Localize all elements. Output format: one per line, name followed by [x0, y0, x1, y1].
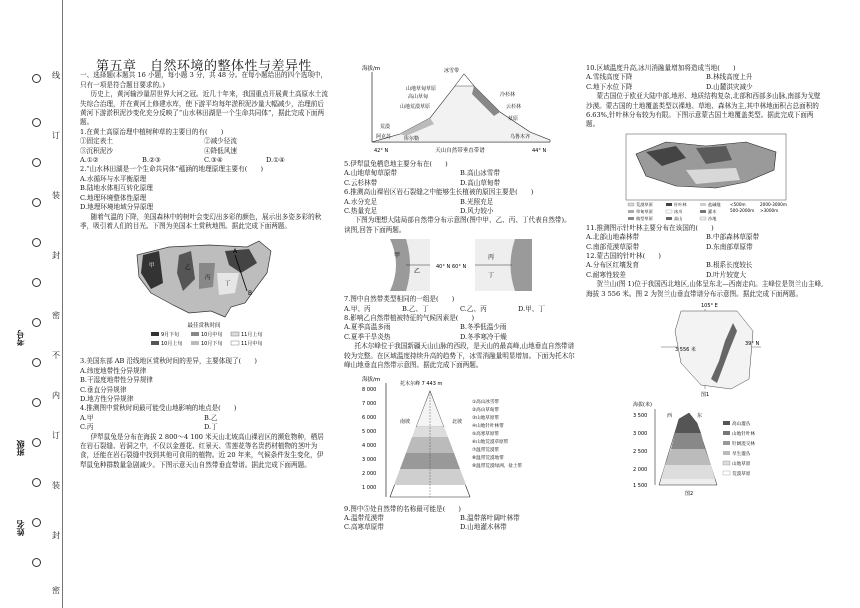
- side-label: 北坡: [452, 418, 463, 425]
- option: C.云杉林带: [344, 178, 378, 187]
- option: C.南部荒漠草原带: [586, 242, 640, 251]
- legend-swatch: [723, 431, 730, 435]
- option: B.乙: [204, 413, 218, 422]
- tick-label: 6 000: [362, 414, 377, 421]
- profile-label: 草原: [508, 116, 519, 122]
- legend-label: 荒漠草原: [636, 201, 653, 207]
- binding-circle: [32, 158, 41, 167]
- legend-label: <500m: [730, 201, 746, 207]
- legend-swatch: [231, 332, 239, 336]
- lat-label: 44° N: [532, 148, 547, 154]
- tomur-figure: [360, 373, 560, 503]
- profile-label: 冰雪带: [444, 68, 460, 74]
- option-group: [344, 514, 576, 533]
- zone-label: 乙: [414, 268, 421, 276]
- map-point-label: 乙: [185, 265, 191, 272]
- option: C.地下水位下降: [586, 82, 633, 91]
- legend-label: ⑦温带荒漠带: [472, 447, 500, 453]
- tick-label: 5 000: [362, 428, 377, 435]
- lon-label: 105° E: [701, 303, 718, 310]
- axis-label: 海拔(米): [633, 402, 652, 409]
- zone-label: 丙: [488, 254, 495, 262]
- option: D.甲、丁: [518, 304, 545, 313]
- passage: 托木尔峰位于我国新疆天山山脉的西段，是天山的最高峰,山地垂直自然带谱较为完整。在区域温度持续升高的趋势下，冰雪消融量明显增加。下面为托木尔峰山地垂直自然带示意图。据此完成下面两题。: [344, 342, 575, 370]
- legend-swatch: [666, 210, 672, 213]
- question-stem: 2.“山水林田湖是一个生命共同体”蕴涵的地理原理主要有( ): [80, 165, 264, 174]
- tianshan-profile-figure: [360, 62, 560, 158]
- peak-label: 3 556 米: [675, 347, 696, 354]
- option: A.甲、丙: [344, 304, 371, 313]
- binding-circle: [32, 438, 41, 447]
- tick-label: 4 000: [362, 442, 377, 449]
- option: C.夏季干旱炎热: [344, 332, 391, 341]
- binding-circle: [32, 198, 41, 207]
- profile-label: 荒漠: [380, 124, 391, 130]
- option: B.高山冰雪带: [460, 169, 500, 178]
- question-stem: 6.推测高山裸岩区岩石裂缝之中能够生长植被的原因主要是( ): [344, 188, 534, 197]
- option-group: [586, 261, 826, 280]
- binding-circle: [32, 278, 41, 287]
- binding-circle: [32, 398, 41, 407]
- map-point-label: 丁: [225, 281, 231, 288]
- land-east-inner: [511, 239, 533, 291]
- binding-circle: [32, 478, 41, 487]
- option: A.水分充足: [344, 197, 378, 206]
- profile-label: 高山草甸: [408, 94, 429, 100]
- option: C.垂直分异规律: [80, 385, 127, 394]
- page-title: 第五章 自然环境的整体性与差异性: [95, 59, 312, 74]
- gutter-char: 订: [52, 431, 60, 440]
- option: C.耐寒性较差: [586, 270, 626, 279]
- left-column: [80, 59, 328, 470]
- tick-label: 3 500: [633, 413, 648, 420]
- band: [661, 465, 715, 479]
- gutter-char: 装: [52, 481, 60, 490]
- legend-label: 9月下旬: [161, 332, 180, 339]
- answer-option: B.②③: [142, 156, 161, 165]
- zone-label: 甲: [394, 252, 401, 260]
- option-group: [344, 198, 576, 217]
- legend-swatch: [628, 203, 634, 206]
- option: C.乙、丙: [460, 304, 487, 313]
- tick-label: 1 500: [633, 483, 648, 490]
- legend-label: 沙地: [708, 215, 717, 221]
- legend-swatch: [628, 210, 634, 213]
- legend-label: 500-2000m: [730, 207, 755, 213]
- profile-label: 冷杉林: [500, 92, 516, 98]
- legend-label: ①高山冰雪带: [472, 399, 500, 405]
- option: B.干湿度地带性分异规律: [80, 376, 153, 385]
- map-point-label: A: [233, 248, 238, 256]
- option-group: [80, 414, 328, 433]
- lat-label: 42° N: [374, 148, 389, 154]
- legend-label: 荒漠草原: [732, 472, 751, 478]
- legend-label: ③山地草原带: [472, 415, 500, 421]
- option: B.光照充足: [460, 197, 494, 206]
- legend-label: 11月中旬: [241, 341, 263, 348]
- mongolia-legend: [628, 201, 787, 222]
- legend-label: 山地针叶林: [732, 432, 755, 438]
- question-stem: 9.图中⑤处自然带的名称最可能是( ): [344, 504, 461, 513]
- legend-swatch: [723, 471, 730, 475]
- passage: 历史上，黄河输沙量居世界大河之冠。近几十年来，我国重点开展黄土高原水土流失综合治理，并在黄河上修建水库，使下游平均每年淤积泥沙量大幅减少，治理前后黄河下游淤积泥沙变化充分反映了“山水林田湖是一个生命共同体”，据此完成下面两题。: [80, 90, 328, 127]
- legend-label: 山地草原: [732, 462, 751, 468]
- gutter-char: 装: [52, 191, 60, 200]
- question-stem: 4.推测图中赏秋时间最可能受山地影响的地点是( ): [80, 404, 237, 413]
- option: ③沉积泥沙: [80, 146, 113, 155]
- option: C.地理环境整体性原理: [80, 193, 147, 202]
- option: B.陆地水体相互转化原理: [80, 184, 153, 193]
- side-label: 西: [667, 413, 673, 420]
- question-stem: 10.区域温度升高,冰川消融量增加将造成当地( ): [586, 64, 736, 72]
- legend-swatch: [723, 461, 730, 465]
- figure-caption: 天山自然带垂直带谱: [435, 148, 485, 154]
- option-group: [586, 233, 826, 252]
- lat-label: 40° N: [436, 264, 451, 271]
- map-point-label: B: [248, 290, 253, 298]
- legend-label: 典型草原: [636, 215, 653, 221]
- legend-label: 针阔混交林: [732, 442, 755, 448]
- legend-label: 高山: [674, 215, 683, 221]
- tick-label: 2 000: [633, 467, 648, 474]
- tomur-legend: [472, 398, 522, 469]
- gutter-char: 封: [52, 531, 60, 540]
- gutter-char: 内: [52, 391, 60, 400]
- option: A.山地草甸草原带: [344, 169, 398, 178]
- legend-label: 10月上旬: [161, 341, 183, 348]
- gutter-char: 线: [52, 71, 60, 80]
- legend-label: 高山灌丛: [732, 422, 751, 428]
- map-point-label: 甲: [149, 263, 155, 270]
- answer-option: D.①④: [266, 156, 285, 165]
- legend-label: 10月中旬: [201, 332, 223, 339]
- gutter-char: 密: [52, 586, 60, 595]
- option: A.温带荒漠带: [344, 513, 384, 522]
- binding-gutter: [0, 0, 63, 608]
- passage: 蒙古国位于欧亚大陆中部,地形、地质结构复杂,北部和西部多山脉,南部为戈壁沙漠。蒙古国的土地覆盖类型以裸地、草地、森林为主,其中林地面积占总面积的 6.63%,针叶林分布较为有限。下图示意蒙古国土地覆盖类型。据此完成下面两题。: [586, 92, 821, 129]
- answer-option: C.③④: [204, 156, 223, 165]
- passage: 下图为理想大陆局部自然带分布示意图(图中甲、乙、丙、丁代表自然带)。读图,回答下面两题。: [344, 216, 571, 234]
- passage: 随着气温的下降，美国森林中的树叶会变幻出多彩的颜色，展示出多姿多彩的秋季，吸引着人们的目光。下图为美国本土赏秋地图。据此完成下面两题。: [80, 212, 322, 230]
- legend-label: ⑧温带荒漠地带: [472, 455, 504, 461]
- right-column: [586, 64, 826, 501]
- tick-label: 3 000: [633, 431, 648, 438]
- legend-swatch: [700, 203, 706, 206]
- legend-swatch: [191, 332, 199, 336]
- option: ①固定表土: [80, 137, 113, 146]
- zone-label: 丁: [488, 272, 495, 280]
- legend-label: 针叶林: [674, 201, 687, 207]
- legend-swatch: [723, 441, 730, 445]
- binding-circle: [32, 74, 41, 83]
- gutter-char: 订: [52, 131, 60, 140]
- option: A.雪线高度下降: [586, 73, 633, 82]
- snow-cap: [455, 74, 474, 86]
- helan-fig1: [641, 301, 771, 397]
- option: B.根系长度较长: [706, 261, 753, 270]
- binding-circle: [32, 558, 41, 567]
- option: D.山地灌木林带: [460, 523, 507, 532]
- gutter-char: 密: [52, 311, 60, 320]
- peak-label: 托木尔峰 7 443 m: [400, 380, 443, 387]
- gutter-char: 封: [52, 251, 60, 260]
- tick-label: 2 000: [362, 470, 377, 477]
- profile-label: 乌鲁木齐: [510, 134, 531, 140]
- option: C.丙: [80, 423, 94, 432]
- field-kaohao: 考号: [15, 330, 25, 346]
- legend-label: 11月上旬: [241, 332, 263, 339]
- usa-autumn-map: [129, 233, 279, 355]
- option: D.叶片较宽大: [706, 270, 747, 279]
- legend-label: 冰川: [674, 208, 683, 214]
- option: D.冬季寒冷干燥: [460, 332, 507, 341]
- binding-circle: [32, 118, 41, 127]
- tick-label: 3 000: [362, 456, 377, 463]
- passage: 贺兰山(图 1)位于我国西北地区,山体呈东北—西南走向。主峰位是贺兰山主峰,海拔 3 556 米。图 2 为贺兰山垂直带谱分布示意图。据此完成下面两题。: [586, 280, 824, 298]
- option: C.高寒草原带: [344, 523, 384, 532]
- legend-label: ④山地针叶林带: [472, 423, 504, 429]
- legend-label: ⑥山地荒漠草原带: [472, 439, 509, 445]
- option: A.水循环与水平衡原理: [80, 174, 147, 183]
- legend-label: 2000-3000m: [760, 201, 787, 207]
- option: D.山麓洪灾减少: [706, 82, 753, 91]
- field-banji: 班级: [15, 440, 25, 456]
- tick-label: 2 500: [633, 449, 648, 456]
- option: B.中部森林草原带: [706, 233, 760, 242]
- mongolia-map: [616, 132, 796, 222]
- profile-label: 库尔勒: [404, 136, 420, 142]
- tick-label: 7 000: [362, 400, 377, 407]
- figure-caption: 图1: [701, 392, 710, 398]
- legend-swatch: [723, 451, 730, 455]
- gutter-char: 不: [52, 351, 60, 360]
- legend-swatch: [628, 217, 634, 220]
- legend-label: ⑤高寒草原带: [472, 431, 500, 437]
- profile-label: 云杉林: [506, 104, 522, 110]
- option: A.纬度地带性分异规律: [80, 366, 147, 375]
- band: [665, 449, 711, 465]
- tick-label: 1 000: [362, 484, 377, 491]
- legend-label: >3000m: [760, 207, 779, 213]
- option: A.分布区红壤发育: [586, 261, 640, 270]
- profile-label: 山地草甸草原: [406, 86, 437, 92]
- middle-column: [344, 60, 576, 533]
- legend-swatch: [191, 341, 199, 345]
- y-ticks: [362, 387, 376, 491]
- option: D.地方性分异规律: [80, 394, 134, 403]
- option: D.丁: [204, 423, 218, 432]
- option: A.北部山地森林带: [586, 233, 640, 242]
- option: B.冬季低温少雨: [460, 323, 507, 332]
- profile-label: 山地荒漠草原: [400, 104, 431, 110]
- legend-label: 盐碱地: [708, 201, 721, 207]
- ideal-continent-figure: [380, 237, 540, 293]
- question-stem: 3.美国东部 AB 沿线地区赏秋时间的差异，主要体现了( ): [80, 357, 257, 366]
- section-intro: 一、选择题(本题共 16 小题，每小题 3 分，共 48 分。在每小题给出的四个选项中，只有一项是符合题目要求的。): [80, 71, 328, 89]
- question-stem: 8.影响乙自然带植被特征的气候因素是( ): [344, 314, 475, 323]
- profile-label: 阿克苏: [376, 134, 392, 140]
- answer-option: A.①②: [80, 156, 99, 165]
- option: B.乙、丁: [402, 304, 429, 313]
- lat-label: 39° N: [745, 341, 760, 348]
- binding-circle: [32, 238, 41, 247]
- question-stem: 11.推测图示针叶林主要分布在该国的( ): [586, 223, 714, 232]
- map-point-label: 丙: [205, 275, 211, 282]
- side-label: 南坡: [400, 418, 411, 425]
- legend-label: ⑨温带荒漠绿洲、盐土带: [472, 463, 523, 469]
- tick-label: 8 000: [362, 386, 377, 393]
- legend-swatch: [151, 341, 159, 345]
- legend-swatch: [700, 217, 706, 220]
- helan-legend: [723, 420, 755, 477]
- helan-fig2: [631, 399, 781, 499]
- binding-circle: [32, 358, 41, 367]
- option: B.林线高度上升: [706, 73, 753, 82]
- question-stem: 5.伊犁鼠兔栖息地主要分布在( ): [344, 160, 448, 168]
- option: A.夏季高温多雨: [344, 323, 391, 332]
- question-stem: 7.图中自然带类型相同的一组是( ): [344, 295, 455, 304]
- band: [671, 433, 705, 449]
- legend-label: 灌木: [708, 208, 717, 214]
- question-stem: 1.在黄土高原治理中植树种草的主要目的有( ): [80, 127, 224, 136]
- passage: 伊犁鼠兔是分布在海拔 2 800～4 100 米天山北坡高山裸岩区的濒危物种，栖居在岩石裂缝、岩洞之中，不仅以金莲花、红景天、雪莲花等名贵药材植物的茎叶为食，还能在岩石裂缝中找到其他可食用的植物。近 20 年来，气候条件发生变化，伊犁鼠兔种群数量急剧减少。下图示意天山自然带垂直带谱。据此完成下面两题。: [80, 432, 324, 469]
- question-stem: 12.蒙古国的针叶林( ): [586, 252, 661, 261]
- field-xingming: 姓名: [15, 520, 25, 536]
- axis-label: 海拔/m: [362, 66, 381, 72]
- map-legend-title: 最佳赏秋时间: [187, 323, 221, 330]
- legend-label: 10月下旬: [201, 341, 223, 348]
- option: ④降低风速: [204, 146, 237, 155]
- option: A.甲: [80, 413, 94, 422]
- legend-swatch: [666, 203, 672, 206]
- figure-caption: 图2: [685, 491, 694, 498]
- option-group: [344, 305, 576, 314]
- legend-swatch: [723, 421, 730, 425]
- axis-label: 海拔/m: [362, 376, 381, 383]
- legend-swatch: [151, 332, 159, 336]
- binding-circle: [32, 318, 41, 327]
- legend-swatch: [666, 217, 672, 220]
- option: ②减少径流: [204, 137, 237, 146]
- legend-swatch: [700, 210, 706, 213]
- legend-label: 草甸草原: [636, 208, 653, 214]
- option-group: [80, 137, 328, 156]
- option: B.温带落叶阔叶林带: [460, 513, 520, 522]
- option: D.高山草甸带: [460, 178, 501, 187]
- option-group: [344, 323, 576, 342]
- binding-circle: [32, 518, 41, 527]
- option: D.东南部草原带: [706, 242, 753, 251]
- side-label: 东: [697, 413, 703, 420]
- legend-label: ②高山草甸带: [472, 407, 500, 413]
- option: D.风力较小: [460, 207, 494, 216]
- option: D.地理环境地域分异原理: [80, 203, 154, 212]
- option: C.热量充足: [344, 207, 378, 216]
- lat-label: 60° N: [452, 264, 467, 271]
- option-group: [344, 169, 576, 188]
- legend-label: 旱生灌丛: [732, 452, 751, 458]
- option-group: [586, 73, 826, 92]
- legend-swatch: [231, 341, 239, 345]
